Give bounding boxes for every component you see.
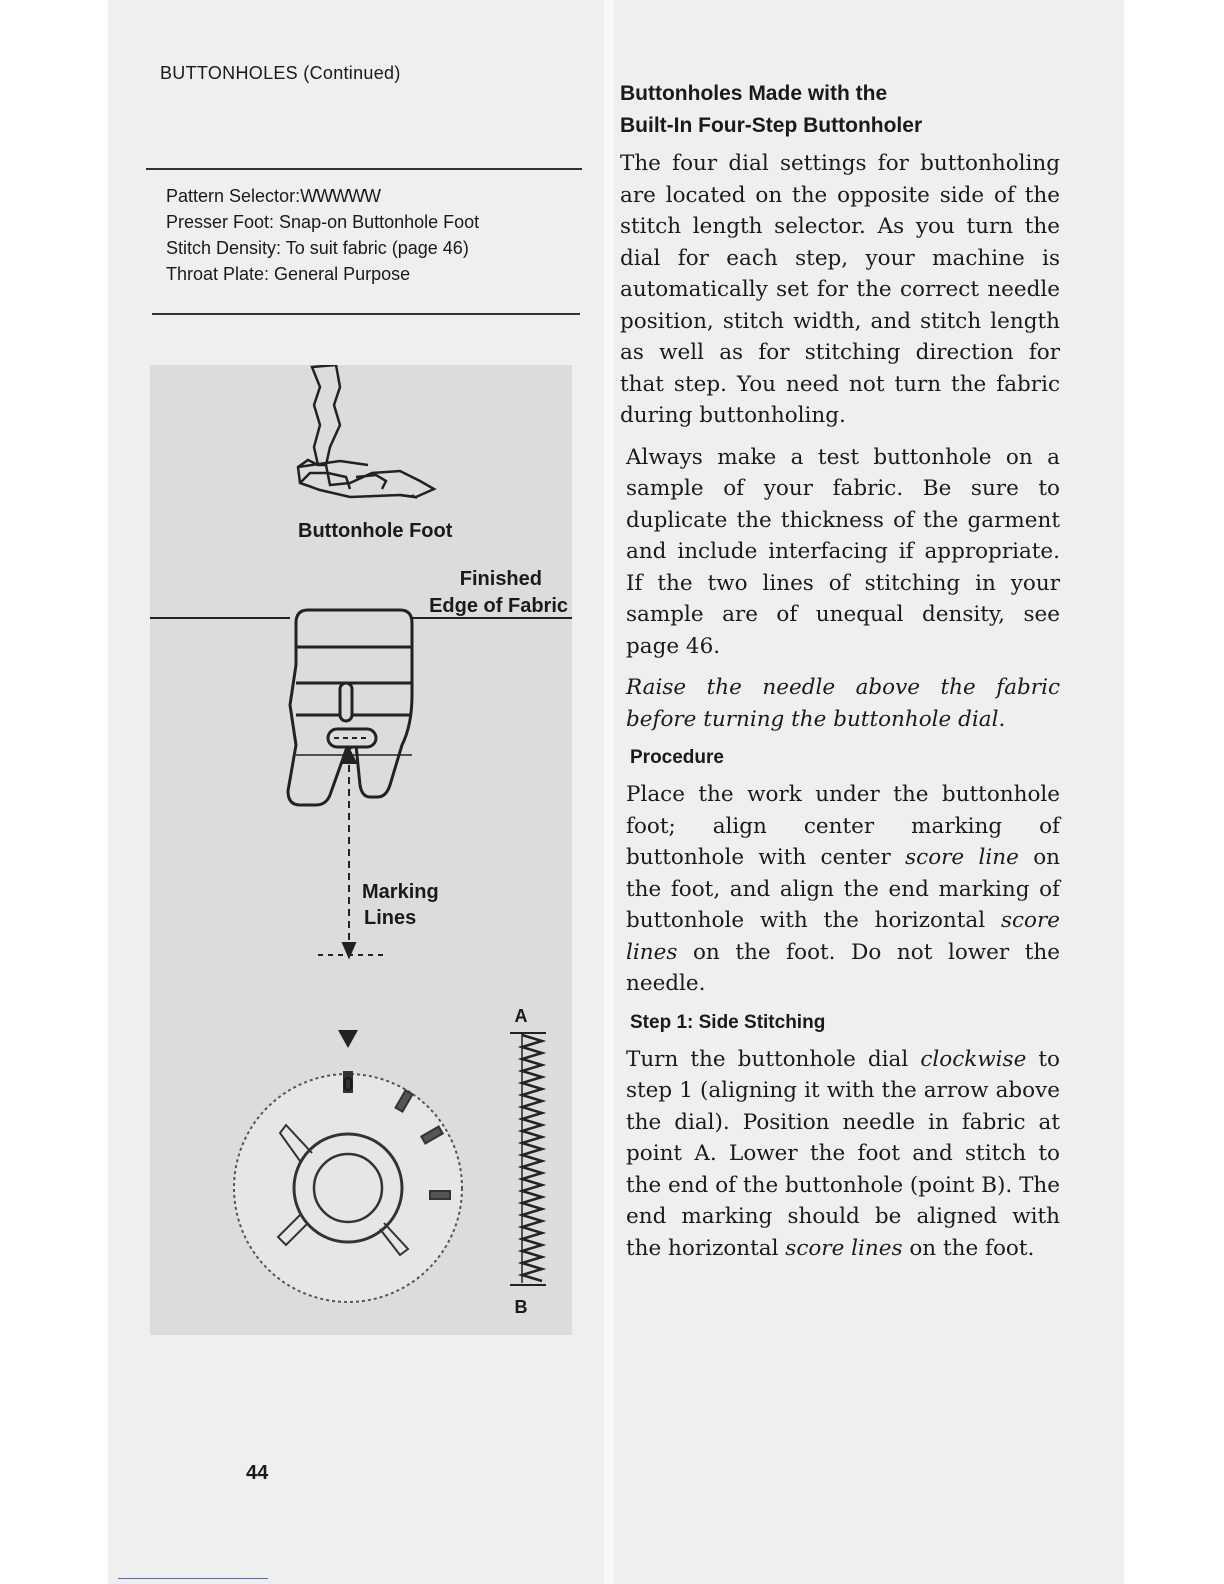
procedure-text-c: on the foot, and align the end marking of buttonhole with the horizontal — [626, 845, 1060, 933]
point-b-label: B — [514, 1297, 528, 1317]
procedure-score-line: score line — [905, 845, 1019, 870]
dial-step-marker: 0 — [342, 1074, 354, 1096]
step1-clockwise: clockwise — [920, 1046, 1027, 1072]
throat-plate-line: Throat Plate: General Purpose — [166, 264, 411, 284]
settings-block — [166, 183, 479, 287]
test-paragraph: Always make a test buttonhole on a sample of your fabric. Be sure to duplicate the thickness of the garment and include interfacing if appropriate. If the two lines of stitching in your sample are of unequal density, see page 46. — [626, 444, 1060, 659]
top-divider — [146, 168, 582, 170]
buttonhole-dial-drawing — [234, 1072, 462, 1302]
edge-label-finished: Finished — [459, 568, 542, 590]
bottom-divider — [152, 313, 580, 315]
dial-indicator-arrow-icon — [338, 1030, 358, 1048]
step1-score-lines: score lines — [785, 1235, 903, 1261]
article-title — [620, 78, 1060, 142]
presser-foot-line: Presser Foot: Snap-on Buttonhole Foot — [166, 212, 480, 232]
procedure-score-lines: score lines — [626, 908, 1060, 965]
step1-paragraph — [626, 1044, 1060, 1265]
procedure-heading: Procedure — [630, 747, 724, 768]
step1-text-c: to step 1 (aligning it with the arrow above the dial). Position needle in fabric at point A. Lower the foot and stitch to the end of the buttonhole (point B). The end marking should be aligned with the horizontal — [626, 1046, 1060, 1261]
procedure-text-e: on the foot. Do not lower the needle. — [626, 939, 1060, 996]
step1-heading: Step 1: Side Stitching — [630, 1011, 826, 1033]
pattern-selector-label: Pattern Selector: — [166, 186, 301, 206]
page-gutter — [604, 0, 614, 1584]
procedure-text-a: Place the work under the buttonhole foot; align center marking of buttonhole with center — [626, 782, 1060, 870]
article-title-line1: Buttonholes Made with the — [620, 82, 888, 105]
scan-edge-line — [118, 1578, 268, 1579]
running-head: BUTTONHOLES (Continued) — [160, 63, 401, 83]
buttonhole-foot-drawing — [298, 365, 434, 497]
caution-paragraph: Raise the needle above the fabric before turning the buttonhole dial. — [626, 675, 1060, 732]
foot-top-view — [288, 610, 412, 805]
page-number: 44 — [246, 1462, 269, 1484]
illustration-svg — [150, 365, 572, 1335]
lines-label: Lines — [364, 907, 417, 929]
marking-label: Marking — [362, 881, 439, 903]
step1-text-e: on the foot. — [902, 1235, 1035, 1261]
stitch-density-line: Stitch Density: To suit fabric (page 46) — [166, 238, 469, 258]
point-a-label: A — [514, 1006, 528, 1026]
edge-label-fabric: Edge of Fabric — [429, 595, 568, 617]
foot-caption: Buttonhole Foot — [298, 520, 453, 542]
zigzag-stitch-line — [522, 1035, 542, 1281]
buttonhole-illustration — [150, 365, 572, 1335]
step1-text-a: Turn the buttonhole dial — [626, 1046, 921, 1072]
article-column — [620, 78, 1060, 1274]
article-title-line2: Built-In Four-Step Buttonholer — [620, 114, 923, 137]
intro-paragraph: The four dial settings for buttonholing are located on the opposite side of the stitch length selector. As you turn the dial for each step, your machine is automatically set for the correct needle position, stitch width, and stitch length as well as for stitching direction for that step. You need not turn the fabric during buttonholing. — [620, 151, 1060, 428]
zigzag-pattern-symbol: WWWWW — [300, 186, 381, 206]
procedure-paragraph — [626, 779, 1060, 1000]
pattern-selector-line — [166, 183, 479, 209]
